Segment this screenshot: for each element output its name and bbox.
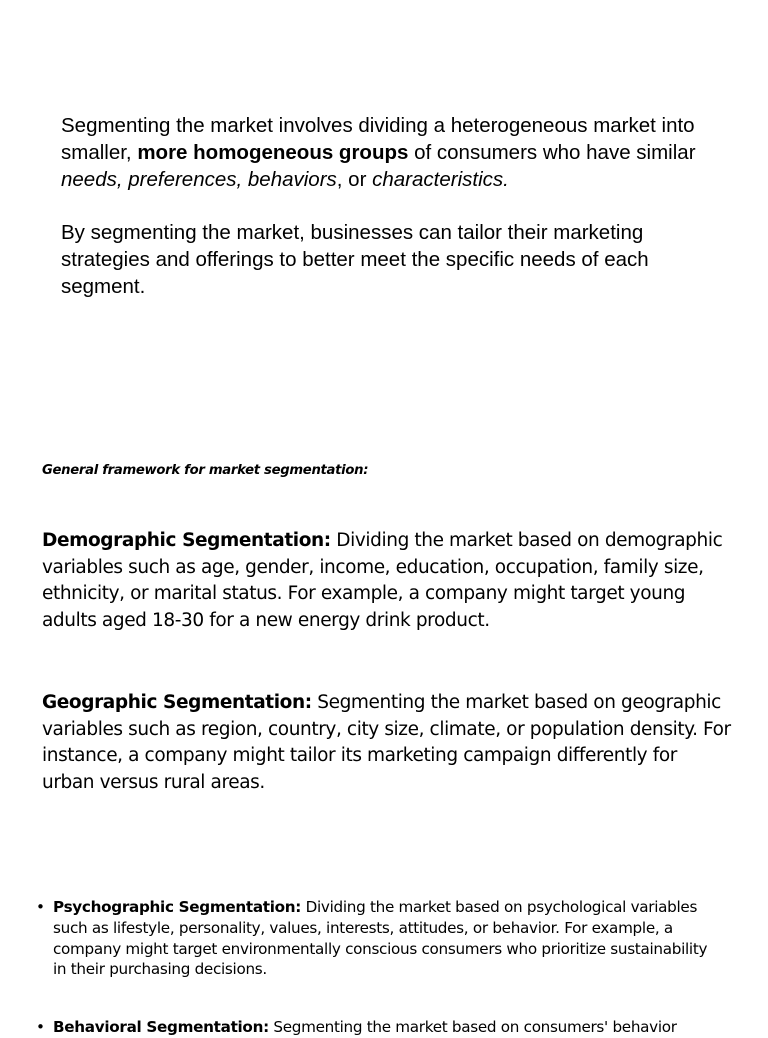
geographic-segment-paragraph <box>42 690 732 797</box>
intro-bold-phrase: more homogeneous groups <box>137 140 409 164</box>
intro-paragraph-2: By segmenting the market, businesses can tailor their marketing strategies and offerings to better meet the specific needs of each segment. <box>61 221 649 298</box>
bullet-text: Dividing the market based on psychological variables such as lifestyle, personality, values, interests, attitudes, or behavior. For example, a company might target environmentally conscious consumers who prioritize sustainability in their purchasing decisions. <box>53 898 708 979</box>
intro-text-part: of consumers who have similar <box>408 140 696 164</box>
intro-text <box>61 113 721 301</box>
segment-text: Dividing the market based on demographic variables such as age, gender, income, education, occupation, family size, ethnicity, or marital status. For example, a company might target young adults aged 18-30 for a new energy drink product. <box>42 530 723 632</box>
bullet-marker: • <box>36 1018 45 1037</box>
list-item-psychographic <box>0 897 768 980</box>
framework-heading: General framework for market segmentation: <box>42 463 369 478</box>
intro-italic-phrase: needs, preferences, behaviors <box>61 167 337 191</box>
intro-paragraph-1 <box>61 113 721 193</box>
intro-italic-phrase: characteristics. <box>372 167 509 191</box>
list-item-behavioral <box>0 1017 768 1038</box>
segment-text: Segmenting the market based on geographic variables such as region, country, city size, climate, or population density. For instance, a company might tailor its marketing campaign differently for urban versus rural areas. <box>42 692 731 794</box>
intro-text-part: , or <box>336 167 373 191</box>
intro-text-part: Segmenting the market involves dividing a heterogeneous market into smaller, <box>61 114 695 164</box>
segmentation-bullet-list <box>0 897 768 1038</box>
segment-title: Demographic Segmentation: <box>42 530 331 551</box>
segment-title: Geographic Segmentation: <box>42 692 312 713</box>
bullet-marker: • <box>36 898 45 916</box>
bullet-title: Behavioral Segmentation: <box>53 1018 269 1037</box>
bullet-title: Psychographic Segmentation: <box>53 898 302 916</box>
bullet-text: Segmenting the market based on consumers' behavior <box>268 1018 677 1037</box>
demographic-segment-paragraph <box>42 528 732 635</box>
